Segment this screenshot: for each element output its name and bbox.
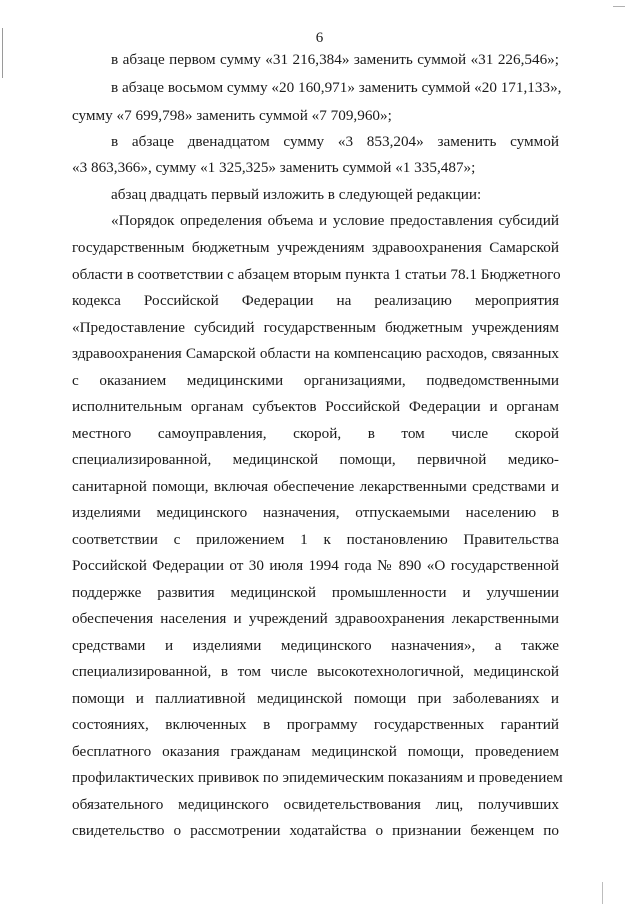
paragraph-line: специализированной, медицинской помощи, первичной медико- [72, 451, 559, 468]
paragraph-line: соответствии с приложением 1 к постановлению Правительства [72, 531, 559, 548]
page-number: 6 [315, 30, 324, 46]
paragraph-line: средствами и изделиями медицинского назначения», а также [72, 637, 559, 654]
paragraph-line: обязательного медицинского освидетельствования лиц, получивших [72, 796, 559, 813]
paragraph-line: исполнительным органам субъектов Российской Федерации и органам [72, 398, 559, 415]
paragraph-line: абзац двадцать первый изложить в следующей редакции: [111, 186, 482, 203]
paragraph-line: помощи и паллиативной медицинской помощи при заболеваниях и [72, 690, 559, 707]
paragraph-line: специализированной, в том числе высокотехнологичной, медицинской [72, 663, 559, 680]
paragraph-line: состояниях, включенных в программу государственных гарантий [72, 716, 559, 733]
paragraph-line: «Предоставление субсидий государственным бюджетным учреждениям [72, 319, 559, 336]
paragraph-line: в абзаце двенадцатом сумму «3 853,204» заменить суммой [111, 133, 559, 150]
paragraph-line: сумму «7 699,798» заменить суммой «7 709,960»; [72, 107, 392, 124]
paragraph-line: профилактических прививок по эпидемическим показаниям и проведением [72, 769, 563, 786]
scan-bottom-right-mark [602, 882, 603, 904]
paragraph-line: изделиями медицинского назначения, отпускаемыми населению в [72, 504, 559, 521]
paragraph-line: Российской Федерации от 30 июля 1994 года № 890 «О государственной [72, 557, 559, 574]
paragraph-line: санитарной помощи, включая обеспечение лекарственными средствами и [72, 478, 559, 495]
paragraph-line: государственным бюджетным учреждениям здравоохранения Самарской [72, 239, 559, 256]
paragraph-line: в абзаце первом сумму «31 216,384» заменить суммой «31 226,546»; [111, 51, 559, 68]
paragraph-line: с оказанием медицинскими организациями, подведомственными [72, 372, 559, 389]
paragraph-line: поддержке развития медицинской промышленности и улучшении [72, 584, 559, 601]
paragraph-line: в абзаце восьмом сумму «20 160,971» заменить суммой «20 171,133», [111, 79, 562, 96]
paragraph-line: бесплатного оказания гражданам медицинской помощи, проведением [72, 743, 559, 760]
paragraph-line: области в соответствии с абзацем вторым пункта 1 статьи 78.1 Бюджетного [72, 266, 561, 283]
paragraph-line: «Порядок определения объема и условие предоставления субсидий [111, 212, 559, 229]
paragraph-line: здравоохранения Самарской области на компенсацию расходов, связанных [72, 345, 559, 362]
paragraph-line: кодекса Российской Федерации на реализацию мероприятия [72, 292, 559, 309]
paragraph-line: «3 863,366», сумму «1 325,325» заменить суммой «1 335,487»; [72, 159, 476, 176]
paragraph-line: местного самоуправления, скорой, в том числе скорой [72, 425, 559, 442]
scan-corner-mark [613, 6, 625, 7]
paragraph-line: свидетельство о рассмотрении ходатайства о признании беженцем по [72, 822, 559, 839]
paragraph-line: обеспечения населения и учреждений здравоохранения лекарственными [72, 610, 559, 627]
